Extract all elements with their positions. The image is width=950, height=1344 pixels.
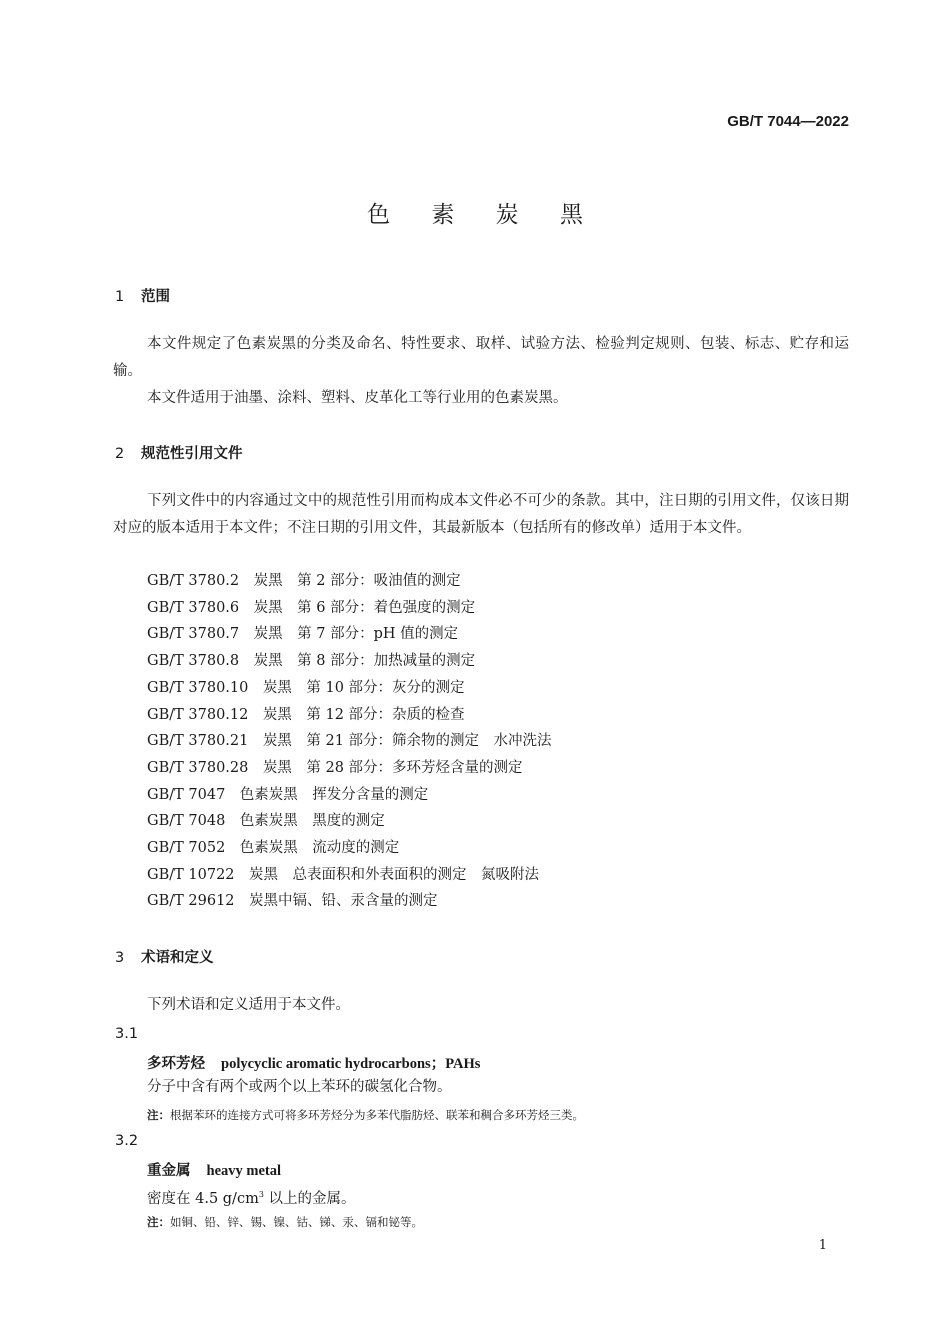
- reference-list: [147, 568, 552, 915]
- reference-item: GB/T 3780.28 炭黑 第 28 部分：多环芳烃含量的测定: [147, 759, 523, 776]
- superscript: 3: [258, 1190, 264, 1199]
- reference-item: GB/T 7048 色素炭黑 黑度的测定: [147, 813, 385, 830]
- term-name-en: polycyclic aromatic hydrocarbons；PAHs: [221, 1056, 481, 1072]
- term-name-zh: 多环芳烃: [147, 1056, 205, 1072]
- reference-item: GB/T 10722 炭黑 总表面积和外表面积的测定 氮吸附法: [147, 866, 540, 883]
- reference-item: GB/T 3780.10 炭黑 第 10 部分：灰分的测定: [147, 679, 465, 696]
- term-number: 3.2: [115, 1133, 139, 1149]
- page-number: 1: [818, 1238, 827, 1253]
- reference-item: GB/T 7047 色素炭黑 挥发分含量的测定: [147, 786, 429, 803]
- term-note: [147, 1214, 423, 1230]
- standard-code: GB/T 7044—2022: [727, 113, 849, 130]
- reference-item: GB/T 3780.12 炭黑 第 12 部分：杂质的检查: [147, 706, 465, 723]
- note-label: 注：: [147, 1108, 170, 1122]
- section-title: 范围: [141, 289, 170, 305]
- term-name-en: heavy metal: [206, 1163, 281, 1179]
- note-text: 如铜、铅、锌、锡、镍、钴、锑、汞、镉和铋等。: [170, 1215, 423, 1229]
- note-text: 根据苯环的连接方式可将多环芳烃分为多苯代脂肪烃、联苯和稠合多环芳烃三类。: [170, 1108, 584, 1122]
- document-title: 色 素 炭 黑: [367, 202, 600, 228]
- section-heading-normative-refs: [115, 442, 243, 463]
- term-name-zh: 重金属: [147, 1163, 191, 1179]
- term-heading: [147, 1052, 480, 1073]
- section-number: 2: [115, 446, 125, 462]
- definition-text: 密度在 4.5 g/cm: [147, 1191, 259, 1207]
- section-number: 3: [115, 950, 125, 966]
- terms-intro: 下列术语和定义适用于本文件。: [147, 997, 350, 1013]
- term-definition: [147, 1181, 356, 1213]
- term-definition: 分子中含有两个或两个以上苯环的碳氢化合物。: [147, 1079, 452, 1095]
- section-number: 1: [115, 289, 125, 305]
- scope-paragraph: 本文件适用于油墨、涂料、塑料、皮革化工等行业用的色素炭黑。: [147, 390, 568, 406]
- section-heading-terms: [115, 946, 214, 967]
- section-title: 术语和定义: [141, 950, 214, 966]
- section-heading-scope: [115, 285, 170, 306]
- reference-item: GB/T 3780.7 炭黑 第 7 部分：pH 值的测定: [147, 626, 459, 643]
- reference-item: GB/T 29612 炭黑中镉、铅、汞含量的测定: [147, 893, 438, 910]
- reference-item: GB/T 3780.6 炭黑 第 6 部分：着色强度的测定: [147, 599, 476, 616]
- reference-item: GB/T 3780.21 炭黑 第 21 部分：筛余物的测定 水冲洗法: [147, 733, 552, 750]
- scope-paragraph: 本文件规定了色素炭黑的分类及命名、特性要求、取样、试验方法、检验判定规则、包装、标志、贮存和运输。: [113, 336, 849, 379]
- section-title: 规范性引用文件: [141, 446, 243, 462]
- normative-refs-intro: 下列文件中的内容通过文中的规范性引用而构成本文件必不可少的条款。其中，注日期的引用文件，仅该日期对应的版本适用于本文件；不注日期的引用文件，其最新版本（包括所有的修改单）适用于本文件。: [113, 493, 849, 536]
- definition-text: 以上的金属。: [263, 1191, 356, 1207]
- reference-item: GB/T 3780.8 炭黑 第 8 部分：加热减量的测定: [147, 653, 476, 670]
- term-number: 3.1: [115, 1026, 139, 1042]
- term-heading: [147, 1159, 281, 1180]
- term-note: [147, 1107, 584, 1123]
- reference-item: GB/T 7052 色素炭黑 流动度的测定: [147, 840, 400, 857]
- note-label: 注：: [147, 1215, 170, 1229]
- reference-item: GB/T 3780.2 炭黑 第 2 部分：吸油值的测定: [147, 573, 461, 589]
